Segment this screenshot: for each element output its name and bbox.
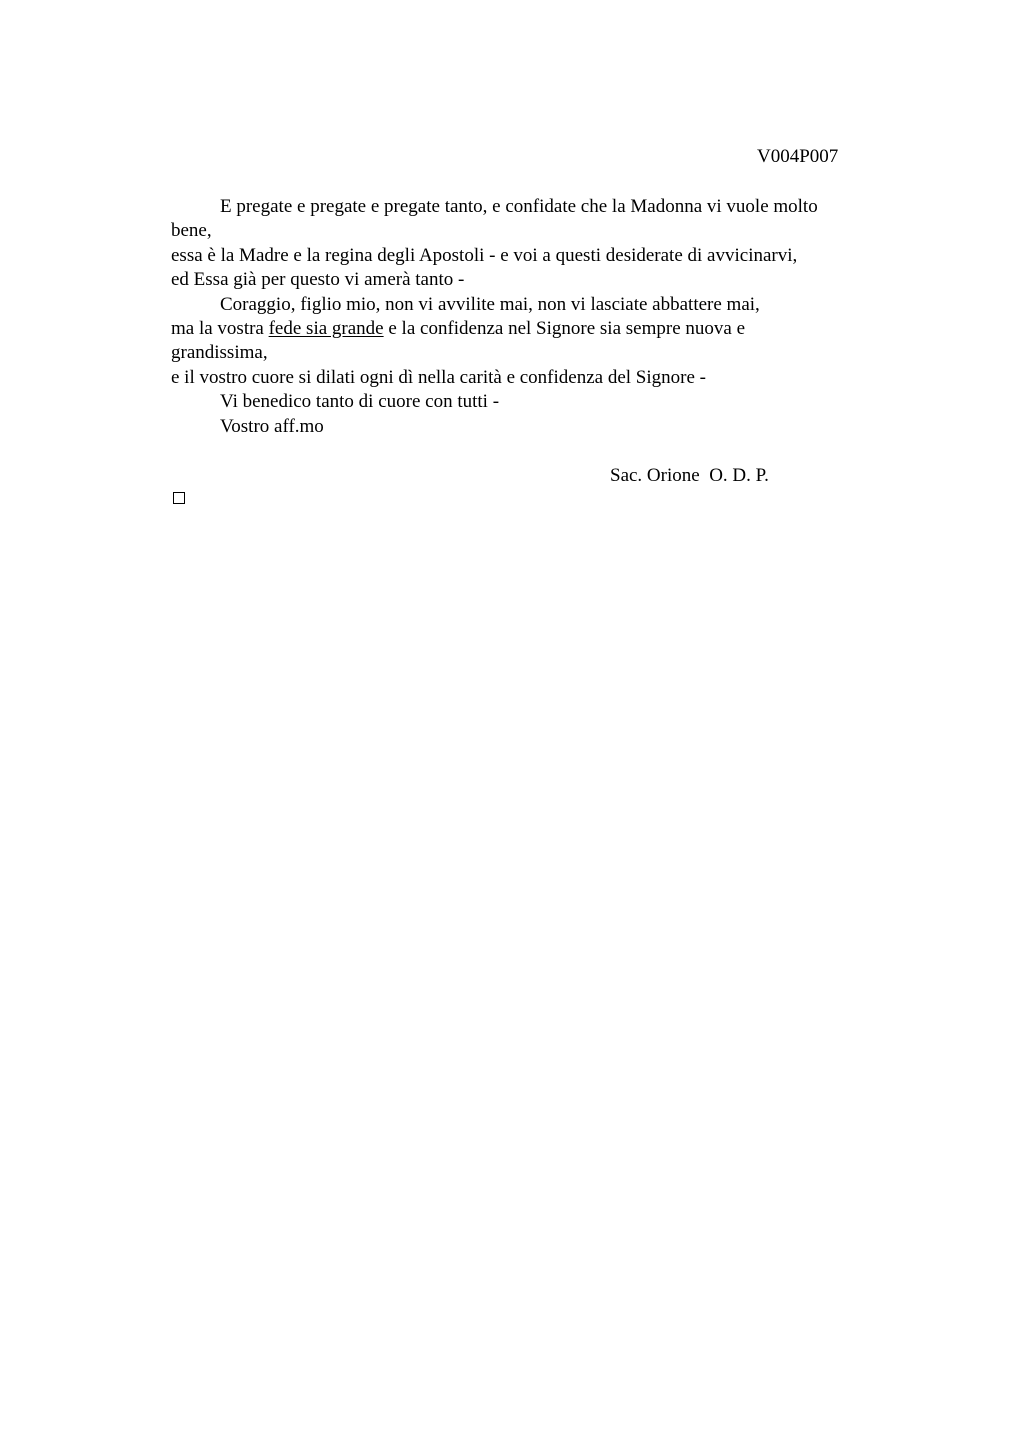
letter-line: E pregate e pregate e pregate tanto, e confidate che la Madonna vi vuole molto bbox=[220, 196, 818, 217]
closing-line: Vostro aff.mo bbox=[220, 415, 324, 437]
underlined-phrase: fede sia grande bbox=[268, 317, 384, 339]
signature: Sac. Orione O. D. P. bbox=[610, 465, 769, 486]
document-id: V004P007 bbox=[757, 146, 839, 167]
letter-line: bene, bbox=[171, 220, 212, 242]
letter-line: essa è la Madre e la regina degli Apostoli - e voi a questi desiderate di avvicinarvi, bbox=[171, 244, 798, 266]
line-text-after: e la confidenza nel Signore sia sempre nuova e bbox=[383, 317, 745, 339]
letter-body bbox=[171, 195, 871, 439]
letter-line: ed Essa già per questo vi amerà tanto - bbox=[171, 269, 465, 291]
letter-line: grandissima, bbox=[171, 342, 268, 364]
letter-line: e il vostro cuore si dilati ogni dì nella carità e confidenza del Signore - bbox=[171, 366, 706, 388]
end-of-document-box bbox=[173, 492, 185, 504]
letter-line: Vi benedico tanto di cuore con tutti - bbox=[220, 391, 500, 413]
line-text-before: ma la vostra bbox=[171, 317, 269, 339]
letter-line: Coraggio, figlio mio, non vi avvilite mai, non vi lasciate abbattere mai, bbox=[220, 293, 760, 315]
letter-line-underlined bbox=[171, 317, 871, 341]
